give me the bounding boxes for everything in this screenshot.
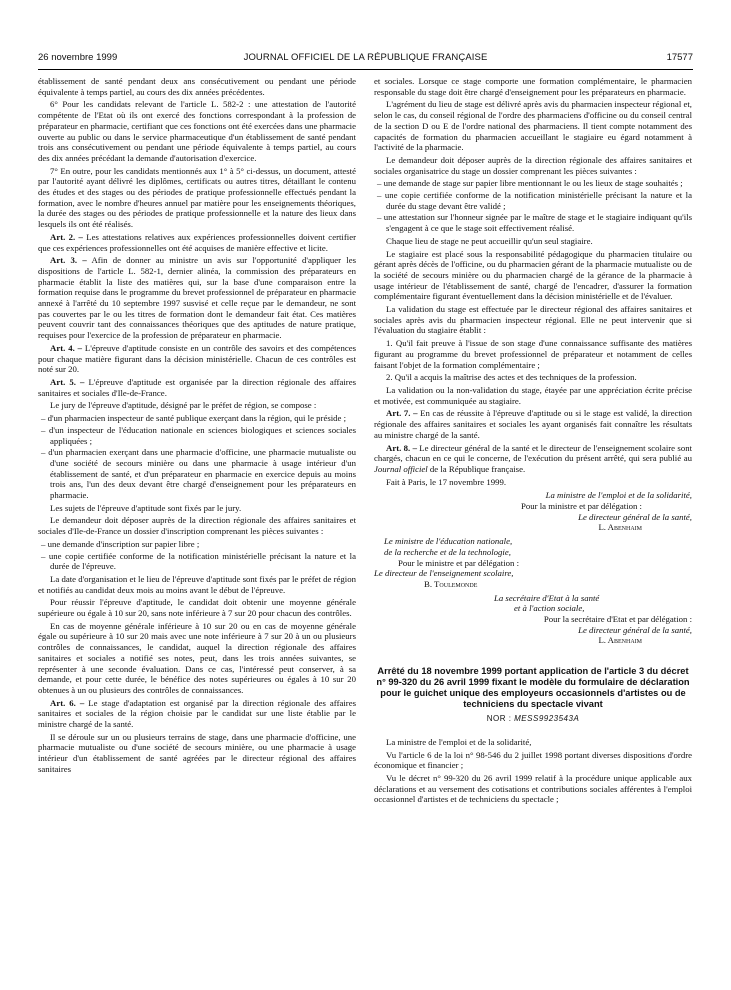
signature-block-2 xyxy=(374,536,692,590)
dossier-list xyxy=(374,178,692,234)
paragraph: Les sujets de l'épreuve d'aptitude sont fixés par le jury. xyxy=(50,502,242,513)
paragraph: En cas de moyenne générale inférieure à 10 sur 20 ou en cas de moyenne générale égale ou supérieure à 10 sur 20 mais avec une note inférieure à 7 sur 20 à un ou plusieurs contrôles de connaissances, le candidat, auquel la direction régionale des affaires sanitaires et sociales a notifié ses notes, peut, dans les trois années suivantes, se représenter à une seconde évaluation. Dans ce cas, l'intéressé peut conserver, à sa demande, et pour cette durée, le bénéfice des notes supérieures ou égales à 10 sur 20 obtenues à un ou plusieurs des contrôles de connaissances. xyxy=(38,620,356,695)
signature-line: de la recherche et de la technologie, xyxy=(384,546,511,557)
paragraph: Vu le décret n° 99-320 du 26 avril 1999 relatif à la procédure unique applicable aux déclarations et au versement des cotisations et contributions sociales afférentes à l'emploi occasionnel d'artistes et de techniciens du spectacle ; xyxy=(374,772,692,805)
nor-label: NOR : xyxy=(486,714,515,724)
paragraph: La validation ou la non-validation du stage, étayée par une appréciation écrite précise et motivée, est communiquée au stagiaire. xyxy=(374,384,692,406)
list-item: – d'un inspecteur de l'éducation nationale en sciences biologiques et sciences sociales appliquées ; xyxy=(38,425,356,446)
paragraph: Le demandeur doit déposer auprès de la direction régionale des affaires sanitaires et sociales organisatrice du stage un dossier comprenant les pièces suivantes : xyxy=(374,154,692,176)
list-item: – d'un pharmacien inspecteur de santé publique exerçant dans la région, qui le préside ; xyxy=(38,413,356,424)
paragraph: Le stagiaire est placé sous la responsabilité pédagogique du pharmacien titulaire ou gérant après décès de l'officine, ou du pharmacien gérant de la pharmacie mutualiste ou de la société de secours minière ou du pharmacien chargé de la gérance de la pharmacie à usage intérieur de l'établissement de santé, chargé de l'encadrer, d'assurer la formation complémentaire figurant éventuellement dans la décision ministérielle et de l'évaluer. xyxy=(374,248,692,302)
paragraph: et sociales. Lorsque ce stage comporte une formation complémentaire, le pharmacien responsable du stage doit être chargé d'enseignement pour les préparateurs en pharmacie. xyxy=(374,76,692,97)
article-3 xyxy=(38,255,356,341)
header-date: 26 novembre 1999 xyxy=(38,52,118,63)
paragraph: La ministre de l'emploi et de la solidarité, xyxy=(386,736,532,747)
list-item: – une copie certifiée conforme de la notification ministérielle précisant la nature et la durée du stage devant être validé ; xyxy=(374,190,692,211)
paragraph: L'agrément du lieu de stage est délivré après avis du pharmacien inspecteur régional et, selon le cas, du conseil régional de l'ordre des pharmaciens d'officine ou du conseil central de la section D ou E de l'ordre national des pharmaciens. Il tient compte notamment des capacités de formation du pharmacien accueillant le stagiaire eu égard notamment à l'activité de la pharmacie. xyxy=(374,99,692,153)
article-text: Le stage d'adaptation est organisé par la direction régionale des affaires sanitaires et sociales de la région choisie par le candidat sur une liste établie par le ministre chargé de la santé. xyxy=(38,697,356,730)
paragraph: 6° Pour les candidats relevant de l'article L. 582-2 : une attestation de l'autorité compétente de l'Etat où ils ont exercé des fonctions correspondant à la profession de préparateur en pharmacie, certifiant que ces fonctions ont été exercées dans une pharmacie ouverte au public ou dans le service pharmaceutique d'un établissement de santé pendant trois ans consécutivement ou pendant une période équivalente à temps partiel, au cours des dix années précédant la demande d'autorisation d'exercice. xyxy=(38,99,356,163)
right-column xyxy=(374,76,692,807)
pieces-list xyxy=(38,539,356,572)
signature-block-1 xyxy=(374,490,692,533)
signatory-name: B. Toulemonde xyxy=(424,578,478,589)
signature-line: Le ministre de l'éducation nationale, xyxy=(384,536,513,547)
article-7 xyxy=(374,408,692,440)
article-label: Art. 7. – xyxy=(386,408,418,419)
nor-code: MESS9923543A xyxy=(514,714,580,724)
article-label: Art. 2. – xyxy=(50,231,83,242)
article-text: Afin de donner au ministre un avis sur l'opportunité d'appliquer les dispositions de l'article L. 582-1, dernier alinéa, la commission des préparateurs en pharmacie établit la liste des matières qui, sur la base d'une comparaison entre la formation requise dans le programme du brevet professionnel de préparateur en pharmacie annexé à l'arrêté du 10 septembre 1997 susvisé et celle reçue par le demandeur, ne sont pas couvertes par le ou les titres de formation dont le demandeur fait état. Ces matières peuvent couvrir tant des connaissances théoriques que des aptitudes de nature pratique, requises pour l'exercice de la profession de préparateur en pharmacie. xyxy=(38,255,356,341)
article-label: Art. 3. – xyxy=(50,255,87,266)
arrete-title: Arrêté du 18 novembre 1999 portant application de l'article 3 du décret n° 99-320 du 26 avril 1999 fixant le modèle du formulaire de déclaration pour le guichet unique des employeurs occasionnels d'artistes ou de techniciens du spectacle vivant xyxy=(376,666,690,710)
nor-reference xyxy=(374,714,692,725)
paragraph: Chaque lieu de stage ne peut accueillir qu'un seul stagiaire. xyxy=(386,235,593,246)
page-header xyxy=(38,52,693,68)
signature-line: Pour la secrétaire d'Etat et par délégation : xyxy=(543,614,692,625)
article-text: En cas de réussite à l'épreuve d'aptitude ou si le stage est validé, la direction régionale des affaires sanitaires et sociales les ayant organisés fait connaître les résultats au ministre chargé de la santé. xyxy=(374,408,692,440)
paragraph: Pour réussir l'épreuve d'aptitude, le candidat doit obtenir une moyenne générale supérieure ou égale à 10 sur 20, sans note inférieure à 7 sur 20 pour chacun des contrôles. xyxy=(38,597,356,619)
list-item: – une copie certifiée conforme de la notification ministérielle précisant la nature et la durée de l'épreuve. xyxy=(38,551,356,572)
signatory-name: L. Abenhaim xyxy=(598,635,642,646)
paragraph: La validation du stage est effectuée par le directeur régional des affaires sanitaires et sociales après avis du pharmacien inspecteur régional. Elle ne peut intervenir que si l'évaluation du stagiaire établit : xyxy=(374,304,692,336)
paragraph: Vu l'article 6 de la loi n° 98-546 du 2 juillet 1998 portant diverses dispositions d'ordre économique et financier ; xyxy=(374,749,692,771)
header-page-number: 17577 xyxy=(666,52,693,63)
paragraph: 7° En outre, pour les candidats mentionnés aux 1° à 5° ci-dessus, un document, attesté par l'autorité ayant délivré les diplômes, certificats ou autres titres, détaillant le contenu des études et des stages ou des périodes de pratique professionnelle effectués pendant la formation, avec le nombre d'heures annuel par matière pour les enseignements théoriques, la durée des stages ou des périodes de pratique professionnelle et la nature des lieux dans lesquels ils ont été réalisés. xyxy=(38,165,356,230)
article-8 xyxy=(374,443,692,475)
header-journal-title: JOURNAL OFFICIEL DE LA RÉPUBLIQUE FRANÇAISE xyxy=(243,52,488,63)
signature-line: La secrétaire d'Etat à la santé xyxy=(494,592,600,603)
signature-line: et à l'action sociale, xyxy=(514,603,585,614)
article-5 xyxy=(38,377,356,398)
signatory-name: L. Abenhaim xyxy=(598,522,642,533)
list-item: – une demande d'inscription sur papier libre ; xyxy=(38,539,356,550)
article-label: Art. 4. – xyxy=(50,342,83,353)
signature-line: Pour le ministre et par délégation : xyxy=(398,557,520,568)
left-column xyxy=(38,76,356,777)
article-2 xyxy=(38,232,356,253)
fait-a-paris: Fait à Paris, le 17 novembre 1999. xyxy=(386,476,507,487)
paragraph: Le jury de l'épreuve d'aptitude, désigné par le préfet de région, se compose : xyxy=(50,400,317,411)
article-label: Art. 8. – xyxy=(386,442,417,453)
signature-line: Le directeur général de la santé, xyxy=(578,624,692,635)
list-item: – une demande de stage sur papier libre mentionnant le ou les lieux de stage souhaités ; xyxy=(374,178,692,189)
signature-line: Le directeur de l'enseignement scolaire, xyxy=(374,568,514,579)
signature-block-3 xyxy=(374,593,692,647)
paragraph: La date d'organisation et le lieu de l'épreuve d'aptitude sont fixés par le préfet de région et notifiés au candidat deux mois au moins avant le début de l'épreuve. xyxy=(38,573,356,595)
article-label: Art. 6. – xyxy=(50,697,85,708)
paragraph: Il se déroule sur un ou plusieurs terrains de stage, dans une pharmacie d'officine, une pharmacie mutualiste ou d'une société de secours minière, ou une pharmacie à usage intérieur d'un établissement de santé agréées par le directeur régional des affaires sanitaires xyxy=(38,731,356,774)
paragraph: établissement de santé pendant deux ans consécutivement ou pendant une période équivalente à temps partiel, au cours des dix années précédentes. xyxy=(38,76,356,97)
article-text: L'épreuve d'aptitude est organisée par la direction régionale des affaires sanitaires et sociales d'Ile-de-France. xyxy=(38,376,356,398)
header-rule xyxy=(38,69,693,70)
article-label: Art. 5. – xyxy=(50,376,85,387)
article-6 xyxy=(38,698,356,730)
journal-officiel-ref: Journal officiel xyxy=(374,463,428,474)
article-text-end: de la République française. xyxy=(427,463,526,474)
paragraph: Le demandeur doit déposer auprès de la direction régionale des affaires sanitaires et sociales d'Ile-de-France un dossier d'inscription comprenant les pièces suivantes : xyxy=(38,515,356,537)
signature-line: Le directeur général de la santé, xyxy=(578,511,692,522)
paragraph: 1. Qu'il fait preuve à l'issue de son stage d'une connaissance suffisante des matières figurant au programme du brevet professionnel de préparateur et notamment de celles faisant l'objet de la formation complémentaire ; xyxy=(374,338,692,370)
list-item: – une attestation sur l'honneur signée par le maître de stage et le stagiaire indiquant qu'ils s'engagent à ce que le stage soit effectivement réalisé. xyxy=(374,212,692,233)
article-4 xyxy=(38,343,356,375)
article-text: Le directeur général de la santé et le directeur de l'enseignement scolaire sont chargés, chacun en ce qui le concerne, de l'exécution du présent arrêté, qui sera publié au xyxy=(374,442,692,464)
paragraph: 2. Qu'il a acquis la maîtrise des actes et des techniques de la profession. xyxy=(386,372,637,383)
signature-line: La ministre de l'emploi et de la solidarité, xyxy=(545,490,692,501)
article-text: Les attestations relatives aux expériences professionnelles doivent certifier que ces expériences professionnelles ont été acquises de manière effective et licite. xyxy=(38,231,356,253)
article-text: L'épreuve d'aptitude consiste en un contrôle des savoirs et des compétences pour chaque matière figurant dans la décision ministérielle. Chacun de ces contrôles est noté sur 20. xyxy=(38,342,356,375)
list-item: – d'un pharmacien exerçant dans une pharmacie d'officine, une pharmacie mutualiste ou d'une société de secours minière ou dans une pharmacie à usage intérieur d'un établissement de santé, et d'un préparateur en pharmacie en exercice depuis au moins trois ans, l'un des deux devant être chargé d'enseignement pour les préparateurs en pharmacie. xyxy=(38,447,356,501)
signature-line: Pour la ministre et par délégation : xyxy=(520,501,642,512)
jury-list xyxy=(38,413,356,501)
